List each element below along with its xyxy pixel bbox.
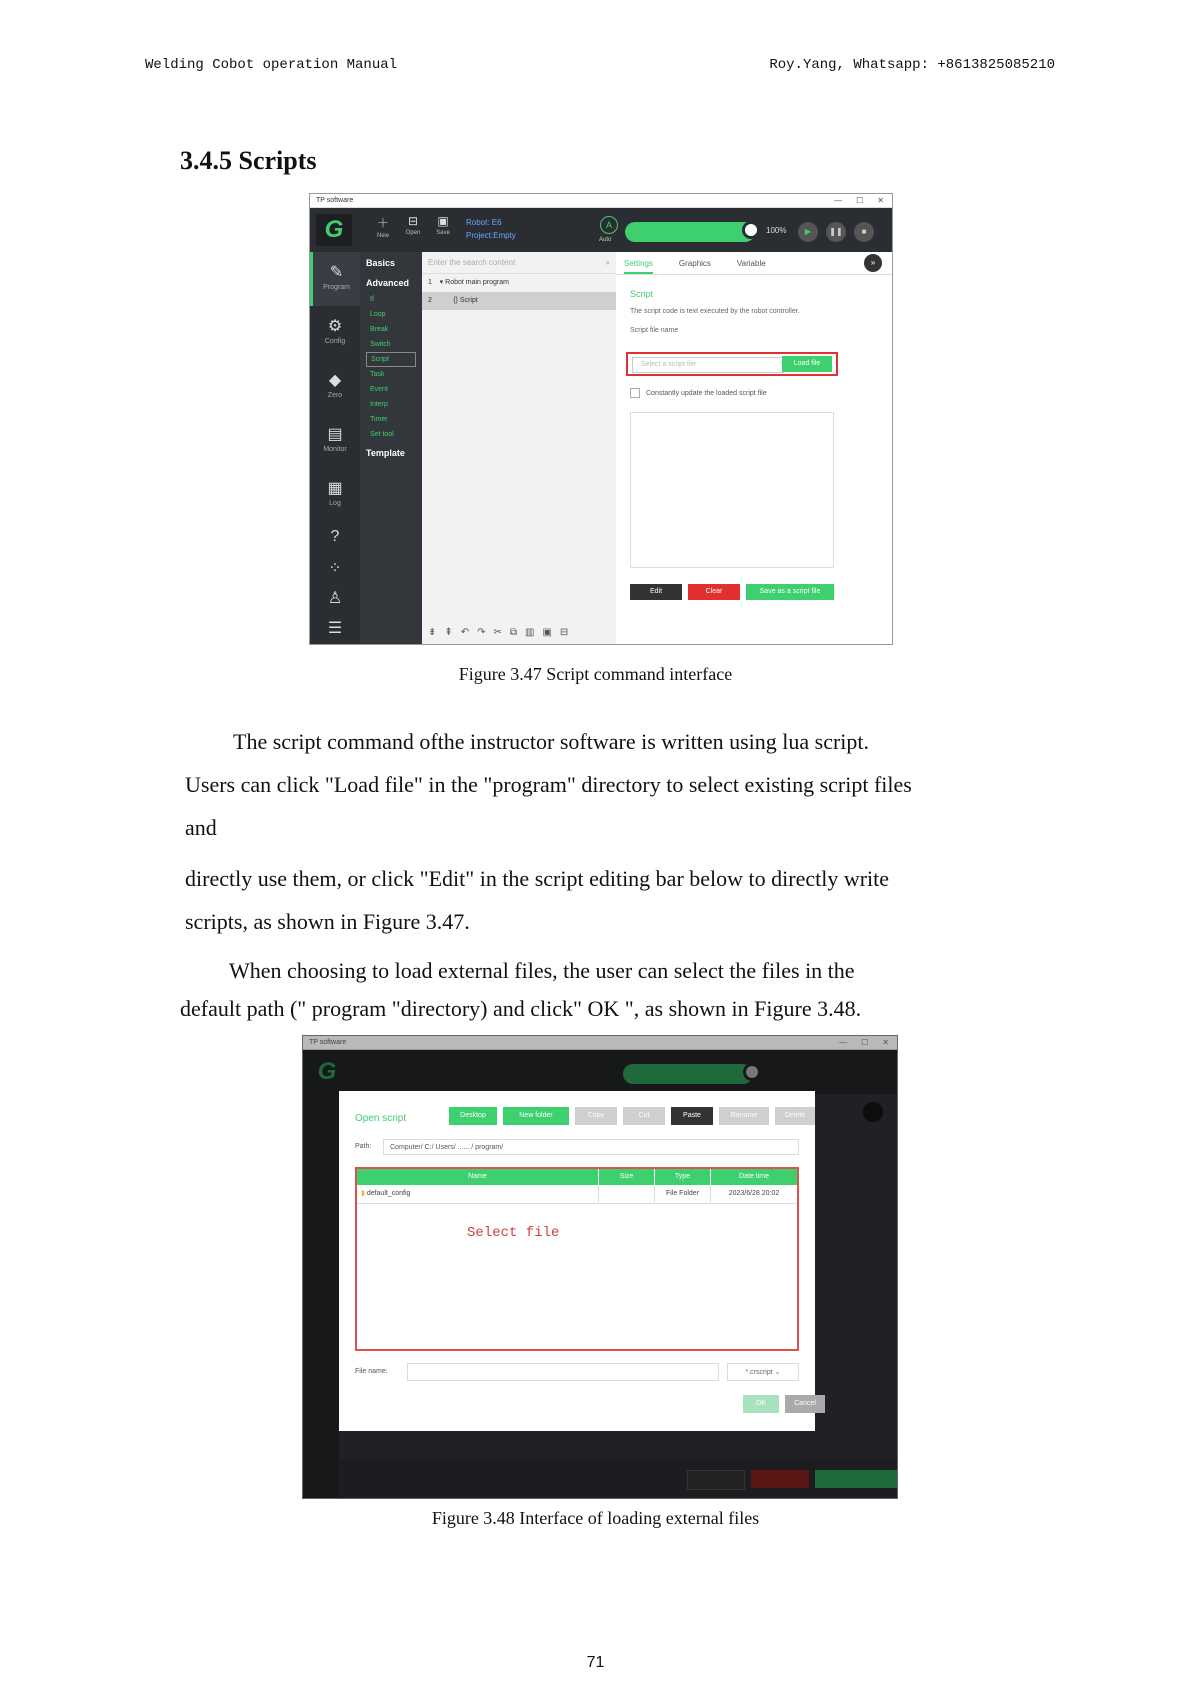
program-tree [422, 252, 617, 644]
cmd-break[interactable]: Break [370, 326, 389, 333]
file-name-row [355, 1363, 799, 1381]
play-icon[interactable]: ▶ [798, 222, 818, 242]
paste-button[interactable]: Paste [671, 1107, 713, 1125]
cmd-switch[interactable]: Switch [370, 341, 391, 348]
expand-icon-dimmed [863, 1102, 883, 1122]
robot-info: Robot: E6 Project:Empty [466, 218, 516, 240]
cmd-loop[interactable]: Loop [370, 311, 386, 318]
window-title: TP software [316, 197, 354, 204]
top-toolbar [310, 208, 892, 252]
running-header-left: Welding Cobot operation Manual [145, 57, 398, 73]
column-date[interactable]: Date time [739, 1173, 769, 1180]
monitor-icon: ▤ [327, 426, 343, 443]
user-icon: ♙ [327, 590, 343, 607]
ok-button[interactable]: OK [743, 1395, 779, 1413]
script-file-label: Script file name [630, 327, 679, 334]
cancel-button[interactable]: Cancel [785, 1395, 825, 1413]
settings-panel [616, 252, 892, 644]
figure-3-48-screenshot [302, 1035, 898, 1499]
cut-button[interactable]: Cut [623, 1107, 665, 1125]
cell-type: File Folder [655, 1185, 711, 1203]
load-file-highlight [626, 352, 838, 376]
dimmed-bottom-bar [339, 1460, 897, 1498]
close-icon[interactable]: ✕ [882, 1038, 889, 1047]
apps-icon: ⁘ [328, 560, 342, 577]
save-button-dimmed [815, 1470, 898, 1488]
search-input[interactable]: Enter the search content ⌕ [422, 252, 616, 274]
rename-button[interactable]: Rename [719, 1107, 769, 1125]
tab-settings[interactable]: Settings [624, 259, 653, 274]
basics-header[interactable]: Basics [366, 258, 396, 268]
tab-variable[interactable]: Variable [736, 258, 766, 268]
cmd-event[interactable]: Event [370, 386, 388, 393]
nav-log[interactable]: ▦ Log [310, 468, 360, 522]
save-button[interactable]: ▣ Save [436, 214, 450, 236]
pause-icon[interactable]: ❚❚ [826, 222, 846, 242]
tree-row-selected[interactable]: 2 {} Script [422, 292, 616, 310]
left-nav [310, 252, 360, 644]
new-folder-button[interactable]: New folder [503, 1107, 569, 1125]
paragraph-3-line-2: default path (" program "directory) and click" OK ", as shown in Figure 3.48. [180, 996, 862, 1021]
paragraph-1-line-1: The script command ofthe instructor software is written using lua script. [233, 729, 870, 754]
program-icon: ✎ [329, 264, 344, 281]
script-file-input[interactable]: Select a script file [632, 357, 784, 373]
dialog-title: Open script [355, 1113, 407, 1124]
window-title: TP software [309, 1039, 347, 1046]
file-name-label: File name: [355, 1368, 388, 1375]
update-checkbox[interactable]: Constantly update the loaded script file [630, 388, 767, 398]
column-type[interactable]: Type [655, 1169, 711, 1185]
panel-tabs [616, 252, 892, 275]
window-titlebar [303, 1036, 897, 1050]
minimize-icon[interactable]: — [839, 1038, 848, 1047]
command-panel [360, 252, 422, 644]
maximize-icon[interactable]: ☐ [856, 196, 864, 205]
auto-mode-icon[interactable]: A [600, 216, 618, 234]
figure-3-48-caption: Figure 3.48 Interface of loading external files [431, 1508, 760, 1528]
cmd-timer[interactable]: Timer [370, 416, 388, 423]
cmd-script[interactable]: Script [366, 352, 416, 367]
cmd-task[interactable]: Task [370, 371, 385, 378]
nav-zero[interactable]: ◆ Zero [310, 360, 360, 414]
save-script-button[interactable]: Save as a script file [746, 584, 834, 600]
figure-3-47-caption: Figure 3.47 Script command interface [458, 664, 733, 684]
paragraph-1-line-3: and [185, 815, 217, 840]
expand-icon[interactable]: » [864, 254, 882, 272]
auto-label: Auto [599, 237, 612, 243]
template-header[interactable]: Template [366, 448, 405, 458]
select-file-annotation: Select file [467, 1225, 560, 1241]
nav-help[interactable] [310, 522, 360, 552]
help-icon: ? [330, 528, 340, 545]
menu-icon: ☰ [327, 620, 343, 637]
chevron-down-icon: ⌄ [774, 1369, 781, 1376]
running-header-right: Roy.Yang, Whatsapp: +8613825085210 [769, 57, 1055, 73]
desktop-button[interactable]: Desktop [449, 1107, 497, 1125]
cmd-if[interactable]: If [370, 296, 374, 303]
copy-button[interactable]: Copy [575, 1107, 617, 1125]
folder-icon: ▮ [361, 1190, 365, 1197]
delete-button[interactable]: Delete [775, 1107, 815, 1125]
nav-user[interactable] [310, 582, 360, 612]
speed-knob-dimmed [743, 1063, 761, 1081]
maximize-icon[interactable]: ☐ [861, 1038, 869, 1047]
figure-3-47-screenshot [309, 193, 893, 645]
table-row[interactable] [357, 1185, 797, 1204]
edit-button[interactable]: Edit [630, 584, 682, 600]
speed-slider-dimmed [623, 1064, 753, 1084]
column-size[interactable]: Size [599, 1169, 655, 1185]
paragraph-3-line-1: When choosing to load external files, the user can select the files in the [229, 958, 855, 983]
app-logo-icon: G [317, 1058, 337, 1085]
log-icon: ▦ [327, 480, 343, 497]
search-icon: ⌕ [605, 258, 610, 267]
cell-name: ▮ default_config [357, 1185, 599, 1203]
new-button[interactable]: ＋ New [376, 216, 389, 239]
cell-date: 2023/6/28 20:02 [728, 1190, 780, 1197]
clear-button[interactable]: Clear [688, 584, 740, 600]
nav-monitor[interactable]: ▤ Monitor [310, 414, 360, 468]
file-table-header [357, 1169, 797, 1185]
script-editor-area[interactable] [630, 412, 834, 568]
zero-icon: ◆ [328, 372, 342, 389]
path-input[interactable]: Computer/ C:/ Users/ ...... / program/ [383, 1139, 799, 1155]
tree-row[interactable]: 1 ▾ Robot main program [428, 279, 509, 286]
edit-button-dimmed [687, 1470, 745, 1490]
config-icon: ⚙ [327, 318, 343, 335]
cell-size [599, 1185, 655, 1203]
open-button[interactable]: ⊟ Open [405, 214, 421, 236]
window-titlebar [310, 194, 892, 208]
minimize-icon[interactable]: — [834, 196, 843, 205]
speed-slider-knob[interactable] [742, 221, 760, 239]
cmd-interp[interactable]: Interp [370, 401, 388, 408]
tree-toolbar-icons[interactable]: ⇟⇞↶↷✂⧉▥▣⊟ [428, 627, 577, 638]
path-label: Path: [355, 1143, 372, 1150]
clear-button-dimmed [751, 1470, 809, 1488]
nav-apps[interactable] [310, 552, 360, 582]
path-row [355, 1139, 799, 1155]
app-logo-icon: G [316, 214, 352, 246]
load-file-button[interactable]: Load file [782, 356, 832, 372]
section-title: 3.4.5 Scripts [180, 146, 317, 175]
file-table [355, 1167, 799, 1351]
nav-config[interactable]: ⚙ Config [310, 306, 360, 360]
tab-graphics[interactable]: Graphics [678, 258, 711, 268]
open-script-dialog [339, 1091, 815, 1431]
dimmed-toolbar [303, 1050, 897, 1094]
paragraph-2-line-1: directly use them, or click "Edit" in the script editing bar below to directly write [185, 866, 890, 891]
paragraph-2-line-2: scripts, as shown in Figure 3.47. [185, 909, 470, 934]
speed-value: 100% [766, 226, 787, 235]
advanced-header[interactable]: Advanced [366, 278, 410, 288]
panel-title: Script [630, 289, 654, 299]
nav-program[interactable]: ✎ Program [310, 252, 360, 306]
cmd-set-tool[interactable]: Set tool [370, 431, 394, 438]
column-name[interactable]: Name [357, 1169, 599, 1185]
paragraph-1-line-2: Users can click "Load file" in the "program" directory to select existing script files [185, 772, 912, 797]
nav-menu[interactable] [310, 612, 360, 642]
page-number: 71 [586, 1654, 605, 1671]
speed-slider[interactable] [625, 222, 755, 242]
file-type-select[interactable]: *.crscript ⌄ [727, 1363, 799, 1381]
close-icon[interactable]: ✕ [877, 196, 884, 205]
panel-description: The script code is text executed by the robot controller. [630, 308, 800, 315]
file-name-input[interactable] [407, 1363, 719, 1381]
stop-icon[interactable]: ■ [854, 222, 874, 242]
dimmed-left-nav [303, 1094, 339, 1498]
